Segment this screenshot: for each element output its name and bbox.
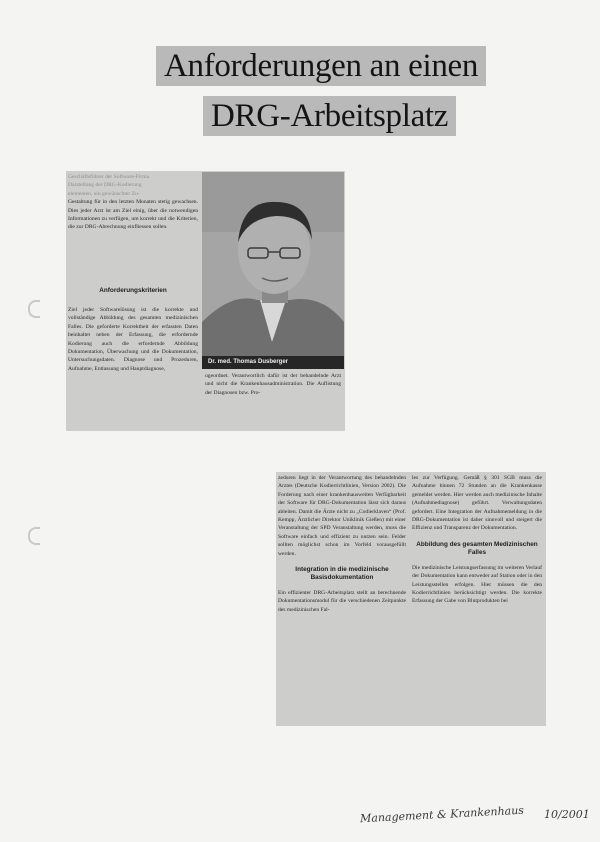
intro-faded-line-1: Geschäftsführer der Software-Firma — [68, 174, 150, 180]
page-title-line1: Anforderungen an einen — [156, 46, 486, 86]
section-heading-integration: Integration in die medizinische Basisdokumentation — [295, 566, 389, 582]
page-title-line2: DRG-Arbeitsplatz — [203, 96, 456, 136]
handwritten-date: 10/2001 — [544, 808, 590, 821]
article2-right-text-b: Die medizinische Leistungserfassung im weiteren Verlauf der Dokumentation kann entweder auf Station oder in den Leistungsstellen erfolgen. Hier müssen die den Kodierrichtlinien berücksichtigt werden. Die korrekte Erfassung der Gabe von Blutprodukten bei — [412, 564, 542, 605]
author-photo — [202, 172, 344, 369]
portrait-image — [202, 172, 344, 369]
article2-left-column — [278, 474, 406, 614]
handwritten-source-note: Management & Krankenhaus — [359, 803, 525, 826]
intro-faded-line-2: Darstellung der DRG-Kodierung — [68, 182, 142, 189]
section-heading-abbildung: Abbildung des gesamten Medizinischen Falles — [416, 540, 538, 556]
article2-left-text-b: Ein effizienter DRG-Arbeitsplatz stellt an berechnende Dokumentationsmodul für die verschiedenen Zeitpunkte des medizinischen Fal- — [278, 590, 406, 613]
intro-faded-line-3: elementen, ein gewünschter Zu- — [68, 190, 140, 197]
article2-right-text-a: les zur Verfügung. Gemäß § 301 SGB muss die Aufnahme binnen 72 Stunden an die Krankenkasse gemeldet werden. Hier werden auch medizinische Inhalte (Aufnahmediagnose) geführt. Verwaltungsdaten gefordert. Eine Integration der Aufnahmemeldung in die DRG-Dokumentation ist daher sinnvoll und steigert die Effizienz und Transparenz der Dokumentation. — [412, 475, 542, 532]
section1-left-column — [68, 306, 198, 373]
article2-right-column — [412, 474, 542, 606]
section1-right-text: ugeordnet. Verantwortlich dafür ist der behandelnde Arzt und nicht die Krankenhausadministration. Die Auflistung der Diagnosen bzw. Pro- — [205, 373, 341, 396]
punch-hole-bottom — [28, 527, 40, 545]
punch-hole-top — [28, 300, 40, 318]
intro-column — [68, 173, 198, 232]
section-heading-anforderungskriterien: Anforderungskriterien — [99, 287, 167, 294]
article2-left-text-a: zeduren liegt in der Verantwortung des behandelnden Arztes (Deutsche Kodierrichtlinien, Version 2002). Die Forderung nach einer krankenhausweiten Verfügbarkeit der Software für DRG-Dokumentation lässt sich daraus ableiten. Damit die Ärzte nicht zu „Codierklaven“ (Prof. Kempp, Ärztlicher Direktor Uniklinik Gießen) mit einer Veranstaltung der SPD Veranstaltung werden, muss die Software einfach und effizient zu nutzen sein. Felder sollten möglichst schon im Vorfeld vorausgefüllt werden. — [278, 475, 406, 557]
section1-right-column — [205, 372, 341, 397]
intro-text: Gestaltung für in den letzten Monaten stetig gewachsen. Dies jeder Arzt ist am Ziel einig, über die notwendigen Informationen zu verfügen, um korrekt und die Kriterien, die zur DRG-Abrechnung einfliessen sollen. — [68, 199, 198, 231]
photo-caption: Dr. med. Thomas Dusberger — [202, 356, 344, 369]
section1-left-text: Ziel jeder Softwarelösung ist die korrekte und vollständige Abbildung des gesamten medizinischen Falles. Die geforderte Korrektheit der erfassten Daten beinhaltet neben der Erfassung, die erfordernde Kodierung auch die erfordernde Abbildung Dokumentation, Überwachung und die Dokumentation, Untersuchungsdaten. Diagnose und Prozeduren, Aufnahme, Entlassung und Hauptdiagnose, — [68, 307, 198, 372]
